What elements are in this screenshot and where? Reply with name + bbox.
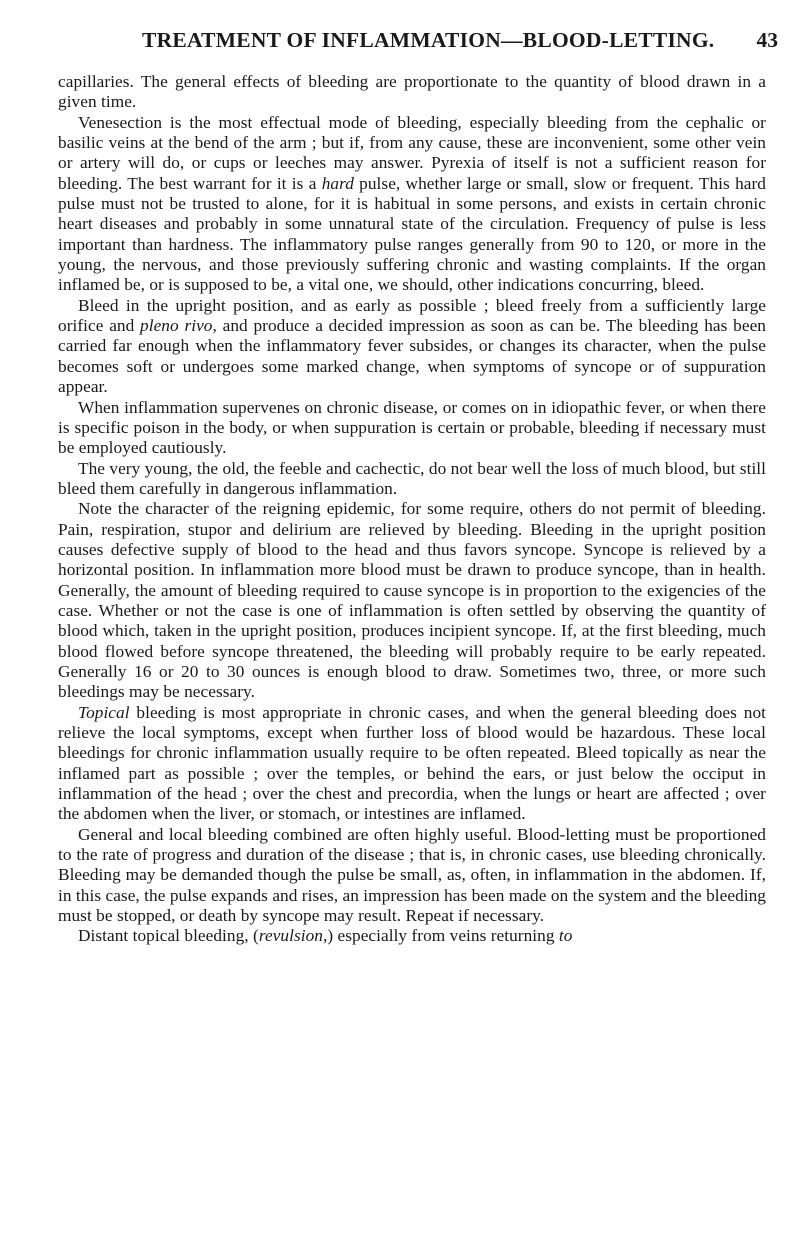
paragraph	[58, 825, 766, 927]
text-run: When inflammation supervenes on chronic disease, or comes on in idiopathic fever, or when there is specific poison in the body, or when suppuration is certain or probable, bleeding if necessary must be employed cautiously.	[58, 397, 766, 458]
body-text	[58, 72, 766, 947]
text-run: Bleed in the upright position, and as early as possible ; bleed freely from a sufficiently large orifice and	[58, 295, 766, 336]
italic-text: revulsion,	[258, 926, 328, 946]
paragraph	[58, 398, 766, 459]
page-number: 43	[756, 28, 778, 52]
paragraph	[58, 499, 766, 702]
text-run: pulse, whether large or small, slow or frequent. This hard pulse must not be trusted to alone, for it is habitual in some persons, and exists in certain chronic heart diseases and probably in some unnatural state of the circulation. Frequency of pulse is less important than hardness. The inflammatory pulse ranges generally from 90 to 120, or more in the young, the nervous, and those previously suffering chronic and wasting complaints. If the organ inflamed be, or is supposed to be, a vital one, we should, other indications concurring, bleed.	[58, 173, 766, 295]
text-run: capillaries. The general effects of bleeding are proportionate to the quantity of blood drawn in a given time.	[58, 72, 766, 112]
paragraph	[58, 926, 766, 946]
text-run: Venesection is the most effectual mode of bleeding, especially bleeding from the cephalic or basilic veins at the bend of the arm ; but if, from any cause, these are inconvenient, some other vein or artery will do, or cups or leeches may answer. Pyrexia of itself is not a sufficient reason for bleeding. The best warrant for it is a	[58, 112, 766, 193]
italic-text: to	[558, 926, 573, 946]
text-run: Note the character of the reigning epidemic, for some require, others do not permit of bleeding. Pain, respiration, stupor and delirium are relieved by bleeding. Bleeding in the upright position causes defective supply of blood to the head and thus favors syncope. Syncope is relieved by a horizontal position. In inflammation more blood must be drawn to produce syncope, than in health. Generally, the amount of bleeding required to cause syncope is in proportion to the exigencies of the case. Whether or not the case is one of inflammation is often settled by observing the quantity of blood which, taken in the upright position, produces incipient syncope. If, at the first bleeding, much blood flowed before syncope threatened, the bleeding will probably require to be early repeated. Generally 16 or 20 to 30 ounces is enough blood to draw. Sometimes two, three, or more such bleedings may be necessary.	[58, 499, 766, 702]
text-run: Distant topical bleeding, (	[78, 926, 259, 946]
italic-text: pleno rivo	[140, 316, 213, 336]
running-title: TREATMENT OF INFLAMMATION—BLOOD-LETTING.	[142, 28, 715, 52]
paragraph	[58, 72, 766, 113]
paragraph	[58, 296, 766, 398]
text-run: ) especially from veins returning	[327, 926, 559, 946]
paragraph	[58, 703, 766, 825]
text-run: General and local bleeding combined are often highly useful. Blood-letting must be proportioned to the rate of progress and duration of the disease ; that is, in chronic cases, use bleeding chronically. Bleeding may be demanded though the pulse be small, as, often, in inflammation in the abdomen. If, in this case, the pulse expands and rises, an impression has been made on the system and the bleeding must be stopped, or death by syncope may result. Repeat if necessary.	[58, 824, 766, 926]
paragraph	[58, 113, 766, 296]
text-run: bleeding is most appropriate in chronic cases, and when the general bleeding does not relieve the local symptoms, except when further loss of blood would be hazardous. These local bleedings for chronic inflammation usually require to be often repeated. Bleed topically as near the inflamed part as possible ; over the temples, or behind the ears, or just below the occiput in inflammation of the head ; over the chest and precordia, when the lungs or heart are affected ; over the abdomen when the liver, or stomach, or intestines are inflamed.	[58, 702, 766, 824]
running-header	[70, 28, 778, 60]
paragraph	[58, 459, 766, 500]
text-run: The very young, the old, the feeble and cachectic, do not bear well the loss of much blood, but still bleed them carefully in dangerous inflammation.	[58, 458, 766, 498]
italic-text: Topical	[78, 702, 130, 722]
text-run: , and produce a decided impression as soon as can be. The bleeding has been carried far enough when the inflammatory fever subsides, or changes its character, when the pulse becomes soft or undergoes some marked change, when symptoms of syncope or of suppuration appear.	[58, 316, 766, 397]
italic-text: hard	[321, 173, 354, 193]
